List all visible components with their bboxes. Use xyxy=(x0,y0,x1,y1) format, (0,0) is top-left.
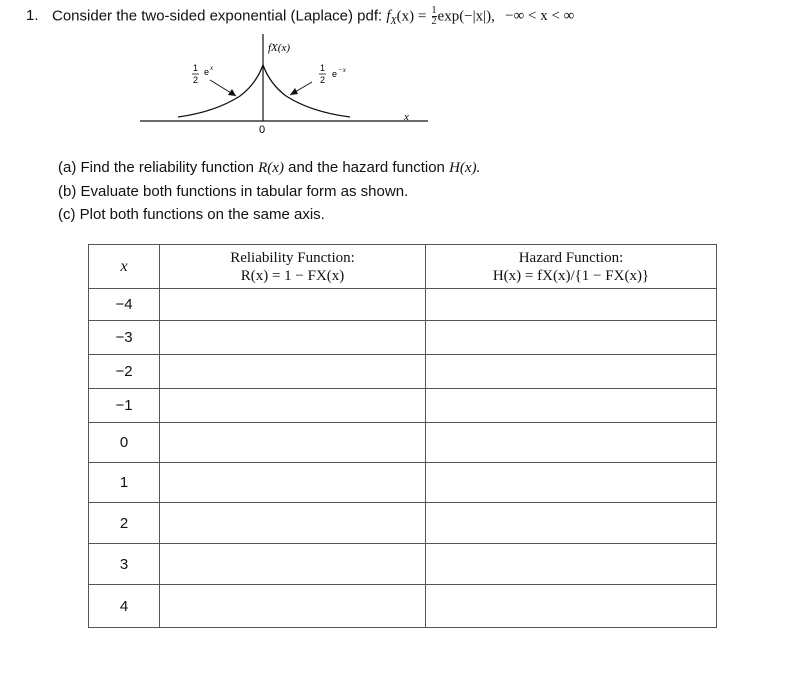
x-value: 4 xyxy=(89,585,160,628)
header-x: x xyxy=(89,245,160,289)
x-value: −1 xyxy=(89,389,160,423)
x-value: 3 xyxy=(89,544,160,585)
header-reliability xyxy=(160,245,426,289)
x-value: −4 xyxy=(89,289,160,321)
left-exp-base: e xyxy=(204,67,210,77)
table-row xyxy=(89,321,717,355)
x-value: −2 xyxy=(89,355,160,389)
reliability-cell[interactable] xyxy=(160,389,426,423)
left-frac-den: 2 xyxy=(193,75,199,85)
table-row xyxy=(89,389,717,423)
part-a: (a) Find the reliability function R(x) and the hazard function H(x). xyxy=(58,159,481,176)
problem-number: 1. xyxy=(26,7,39,25)
table-row xyxy=(89,423,717,463)
pdf-expression: exp(−|x|), xyxy=(437,8,495,25)
right-frac-num: 1 xyxy=(320,63,326,73)
question-parts xyxy=(58,156,480,226)
laplace-pdf-figure xyxy=(0,0,809,150)
table-row xyxy=(89,585,717,628)
pdf-argument: (x) = xyxy=(396,8,427,25)
reliability-cell[interactable] xyxy=(160,423,426,463)
right-exp-base: e xyxy=(332,69,338,79)
hazard-cell[interactable] xyxy=(426,321,717,355)
reliability-cell[interactable] xyxy=(160,355,426,389)
part-b: (b) Evaluate both functions in tabular form as shown. xyxy=(58,183,409,200)
reliability-cell[interactable] xyxy=(160,321,426,355)
reliability-cell[interactable] xyxy=(160,503,426,544)
hazard-cell[interactable] xyxy=(426,355,717,389)
table-row xyxy=(89,463,717,503)
x-axis-label: x xyxy=(404,111,409,123)
left-exp-power: x xyxy=(210,64,214,72)
x-value: −3 xyxy=(89,321,160,355)
x-value: 0 xyxy=(89,423,160,463)
pdf-function-name: $f_X$ xyxy=(386,8,397,28)
reliability-cell[interactable] xyxy=(160,585,426,628)
hazard-cell[interactable] xyxy=(426,585,717,628)
y-axis-label: fX(x) xyxy=(268,42,290,54)
reliability-cell[interactable] xyxy=(160,289,426,321)
header-hazard xyxy=(426,245,717,289)
hazard-cell[interactable] xyxy=(426,463,717,503)
reliability-formula: R(x) = 1 − FX(x) xyxy=(240,267,345,284)
answer-table xyxy=(88,244,717,628)
reliability-cell[interactable] xyxy=(160,544,426,585)
hazard-title: Hazard Function: xyxy=(518,249,624,266)
table-row xyxy=(89,289,717,321)
table-row xyxy=(89,544,717,585)
hazard-cell[interactable] xyxy=(426,544,717,585)
table-row xyxy=(89,503,717,544)
pdf-domain: −∞ < x < ∞ xyxy=(505,8,575,25)
x-value: 2 xyxy=(89,503,160,544)
part-c: (c) Plot both functions on the same axis. xyxy=(58,206,325,223)
hazard-cell[interactable] xyxy=(426,389,717,423)
right-exp-power: −x xyxy=(338,66,346,74)
reliability-title: Reliability Function: xyxy=(230,249,355,266)
hazard-cell[interactable] xyxy=(426,503,717,544)
reliability-cell[interactable] xyxy=(160,463,426,503)
left-arrowhead xyxy=(228,89,236,96)
pdf-fraction: $\frac{1}{2}$ xyxy=(431,5,437,27)
table-row xyxy=(89,355,717,389)
x-value: 1 xyxy=(89,463,160,503)
hazard-cell[interactable] xyxy=(426,289,717,321)
right-frac-den: 2 xyxy=(320,75,326,85)
table-header-row xyxy=(89,245,717,289)
hazard-formula: H(x) = fX(x)/{1 − FX(x)} xyxy=(492,267,650,284)
hazard-cell[interactable] xyxy=(426,423,717,463)
left-frac-num: 1 xyxy=(193,63,199,73)
problem-text: Consider the two-sided exponential (Laplace) pdf: xyxy=(52,7,383,25)
origin-label: 0 xyxy=(259,124,266,136)
